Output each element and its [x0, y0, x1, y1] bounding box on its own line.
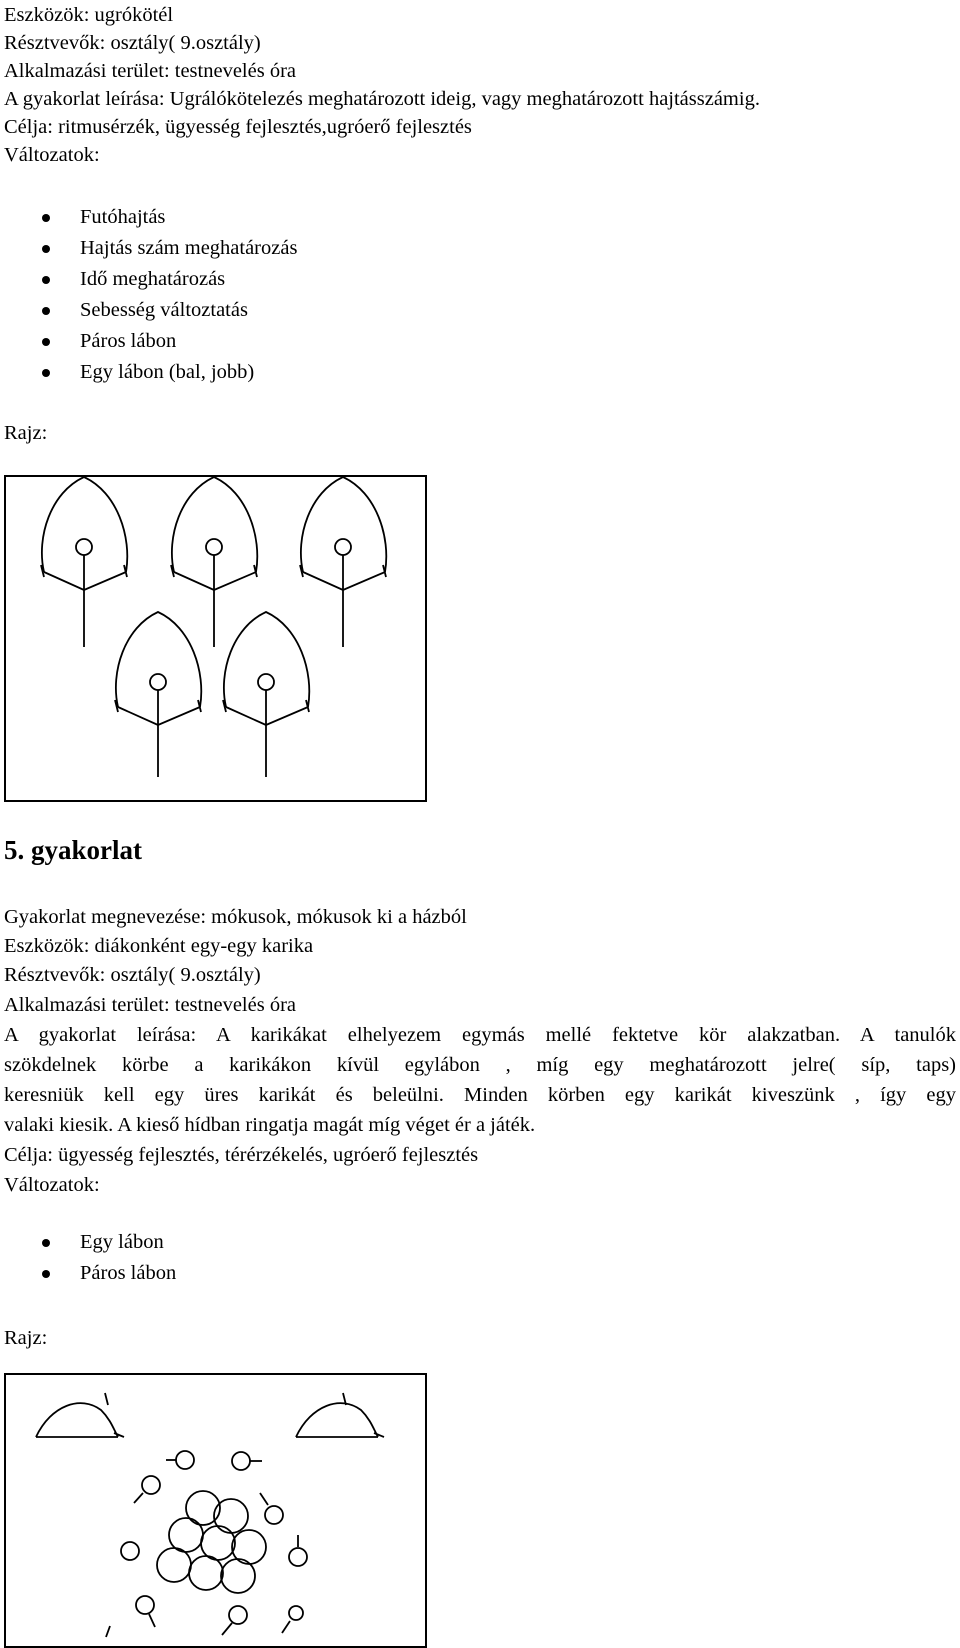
list-item: Sebesség változtatás	[0, 295, 297, 326]
goal-line: Célja: ügyesség fejlesztés, térérzékelés, ugróerő fejlesztés	[4, 1144, 479, 1166]
application-area-line: Alkalmazási terület: testnevelés óra	[4, 60, 297, 82]
bullet-icon	[42, 276, 50, 284]
description-line: valaki kiesik. A kieső hídban ringatja magát míg véget ér a játék.	[4, 1114, 536, 1136]
jumper-figure	[223, 612, 309, 777]
bullet-icon	[42, 1239, 50, 1247]
jumper-figure	[300, 477, 386, 647]
list-item: Egy lábon	[0, 1227, 176, 1258]
student-figure	[121, 1542, 139, 1560]
application-area-line: Alkalmazási terület: testnevelés óra	[4, 994, 297, 1016]
list-item: Páros lábon	[0, 326, 297, 357]
hoop-game-drawing	[4, 1373, 427, 1648]
student-figure	[222, 1606, 247, 1635]
student-figure	[166, 1451, 194, 1469]
student-figure	[106, 1626, 110, 1637]
bridge-figure	[296, 1393, 384, 1437]
variants-label: Változatok:	[4, 144, 100, 166]
description-paragraph	[4, 1020, 956, 1140]
student-figure	[134, 1476, 160, 1503]
equipment-line: Eszközök: ugrókötél	[4, 4, 174, 26]
bullet-icon	[42, 245, 50, 253]
list-item: Páros lábon	[0, 1258, 176, 1289]
hoop-cluster	[157, 1491, 266, 1593]
jumper-figure	[115, 612, 201, 777]
description-line: A gyakorlat leírása: Ugrálókötelezés meghatározott ideig, vagy meghatározott hajtásszámig.	[4, 88, 760, 110]
list-item: Hajtás szám meghatározás	[0, 233, 297, 264]
goal-line: Célja: ritmusérzék, ügyesség fejlesztés,ugróerő fejlesztés	[4, 116, 472, 138]
list-item: Idő meghatározás	[0, 264, 297, 295]
bullet-icon	[42, 214, 50, 222]
equipment-line: Eszközök: diákonként egy-egy karika	[4, 935, 314, 957]
jumper-figure	[171, 477, 257, 647]
participants-line: Résztvevők: osztály( 9.osztály)	[4, 32, 261, 54]
participants-line: Résztvevők: osztály( 9.osztály)	[4, 964, 261, 986]
bullet-icon	[42, 338, 50, 346]
variants-label: Változatok:	[4, 1174, 100, 1196]
student-figure	[136, 1596, 155, 1627]
jumper-figure	[41, 477, 127, 647]
student-figure	[282, 1606, 303, 1633]
bullet-icon	[42, 1270, 50, 1278]
list-item: Futóhajtás	[0, 202, 297, 233]
variants-list	[0, 202, 297, 388]
bullet-icon	[42, 369, 50, 377]
bullet-icon	[42, 307, 50, 315]
description-line: szökdelnek körbe a karikákon kívül egylábon , míg egy meghatározott jelre( síp, taps)	[4, 1054, 956, 1076]
description-line: A gyakorlat leírása: A karikákat elhelyezem egymás mellé fektetve kör alakzatban. A tanulók	[4, 1024, 956, 1046]
student-figure	[232, 1452, 262, 1470]
bridge-figure	[36, 1393, 124, 1437]
drawing-label: Rajz:	[4, 1327, 48, 1349]
variants-list	[0, 1227, 176, 1289]
list-item: Egy lábon (bal, jobb)	[0, 357, 297, 388]
drawing-label: Rajz:	[4, 422, 48, 444]
description-line: keresniük kell egy üres karikát és beleülni. Minden körben egy karikát kiveszünk , így egy	[4, 1084, 956, 1106]
student-figure	[289, 1535, 307, 1566]
student-figure	[260, 1493, 283, 1524]
exercise-heading: 5. gyakorlat	[4, 835, 142, 865]
jump-rope-drawing	[4, 475, 427, 802]
exercise-name-line: Gyakorlat megnevezése: mókusok, mókusok ki a házból	[4, 906, 467, 928]
